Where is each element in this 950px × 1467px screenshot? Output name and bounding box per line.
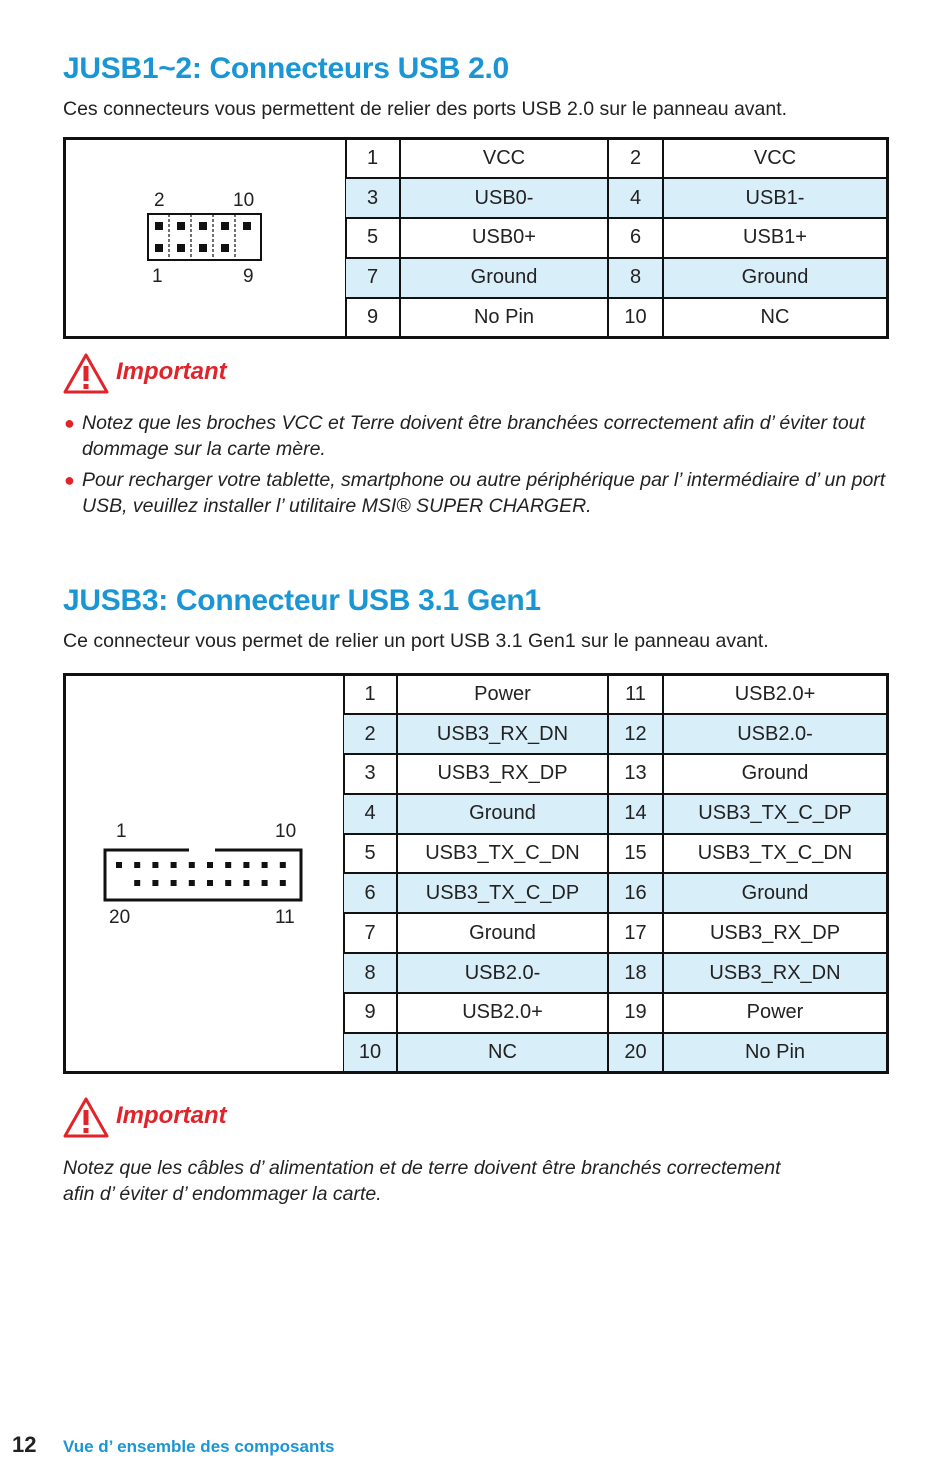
pin-number-cell: 4 <box>608 178 663 218</box>
table-row <box>346 140 886 178</box>
pin-signal-cell: NC <box>663 298 886 336</box>
jusb3-pin-table <box>344 676 886 1071</box>
pin-number-cell: 3 <box>344 754 397 794</box>
warning-triangle-icon <box>62 352 110 396</box>
table-row <box>344 794 886 834</box>
header-pin <box>171 862 177 868</box>
header-pin <box>225 862 231 868</box>
header-pin <box>189 862 195 868</box>
pin-number-cell: 11 <box>608 676 663 714</box>
note-3-line-1: Notez que les câbles d’ alimentation et de terre doivent être branchés correctement <box>63 1157 781 1179</box>
pin-number-cell: 8 <box>344 953 397 993</box>
jusb1-diagram <box>66 140 347 336</box>
pin-number-cell: 5 <box>344 834 397 874</box>
pin-number-cell: 9 <box>344 993 397 1033</box>
header-pin <box>262 862 268 868</box>
table-row <box>344 834 886 874</box>
pin-signal-cell: USB0+ <box>400 218 608 258</box>
pin-label: 1 <box>152 266 163 287</box>
pin-label: 9 <box>243 266 254 287</box>
pin-label: 11 <box>275 907 295 928</box>
header-pin <box>152 880 158 886</box>
pin-number-cell: 9 <box>346 298 400 336</box>
pin-label: 20 <box>109 907 131 928</box>
table-row <box>344 1033 886 1071</box>
table-row <box>346 218 886 258</box>
table-row <box>344 913 886 953</box>
bullet-icon: ● <box>64 413 75 433</box>
page-number: 12 <box>12 1432 37 1457</box>
pin-number-cell: 8 <box>608 258 663 298</box>
pin-number-cell: 6 <box>608 218 663 258</box>
pin-number-cell: 17 <box>608 913 663 953</box>
warning-triangle-icon <box>62 1096 110 1140</box>
pin-number-cell: 7 <box>344 913 397 953</box>
pin-number-cell: 4 <box>344 794 397 834</box>
header-pin <box>207 862 213 868</box>
jusb3-pinout-box <box>63 673 889 1074</box>
pin-signal-cell: USB3_TX_C_DP <box>397 873 608 913</box>
pin-signal-cell: USB3_TX_C_DN <box>663 834 886 874</box>
pin-signal-cell: USB2.0+ <box>397 993 608 1033</box>
pin-signal-cell: VCC <box>400 140 608 178</box>
section1-title: JUSB1~2: Connecteurs USB 2.0 <box>63 52 509 85</box>
header-pin <box>189 880 195 886</box>
pin-number-cell: 1 <box>346 140 400 178</box>
pin-number-cell: 12 <box>608 714 663 754</box>
pin-number-cell: 2 <box>608 140 663 178</box>
pin-signal-cell: Ground <box>663 754 886 794</box>
pin-signal-cell: USB2.0- <box>397 953 608 993</box>
pin-number-cell: 10 <box>344 1033 397 1071</box>
pin-signal-cell: USB3_TX_C_DN <box>397 834 608 874</box>
header-pin <box>262 880 268 886</box>
pin-number-cell: 10 <box>608 298 663 336</box>
pin-number-cell: 7 <box>346 258 400 298</box>
table-row <box>346 258 886 298</box>
important-callout-2 <box>62 1096 262 1140</box>
pin-signal-cell: Ground <box>663 258 886 298</box>
header-pin <box>225 880 231 886</box>
pin-number-cell: 15 <box>608 834 663 874</box>
pin-signal-cell: Ground <box>397 913 608 953</box>
note-1: Notez que les broches VCC et Terre doivent être branchées correctement afin d’ éviter tout dommage sur la carte mère. <box>82 412 865 460</box>
jusb3-diagram <box>66 676 345 1071</box>
pin-number-cell: 13 <box>608 754 663 794</box>
table-row <box>346 298 886 336</box>
table-row <box>344 993 886 1033</box>
pin-signal-cell: No Pin <box>400 298 608 336</box>
pin-signal-cell: USB1+ <box>663 218 886 258</box>
note-2: Pour recharger votre tablette, smartphone ou autre périphérique par l’ intermédiaire d’ un port USB, veuillez installer l’ utilitaire MSI® SUPER CHARGER. <box>82 469 886 517</box>
pin-number-cell: 6 <box>344 873 397 913</box>
pin-number-cell: 14 <box>608 794 663 834</box>
pin-number-cell: 2 <box>344 714 397 754</box>
pin-signal-cell: USB3_TX_C_DP <box>663 794 886 834</box>
pin-signal-cell: USB3_RX_DP <box>663 913 886 953</box>
pin-number-cell: 16 <box>608 873 663 913</box>
pin-label: 10 <box>275 821 297 842</box>
pin-signal-cell: USB3_RX_DN <box>397 714 608 754</box>
pin-signal-cell: USB3_RX_DP <box>397 754 608 794</box>
pin-number-cell: 1 <box>344 676 397 714</box>
important-callout-1 <box>62 352 262 396</box>
bullet-icon: ● <box>64 470 75 490</box>
pin-signal-cell: No Pin <box>663 1033 886 1071</box>
table-row <box>344 754 886 794</box>
table-row <box>344 873 886 913</box>
jusb1-pin-table <box>346 140 886 336</box>
header-pin <box>280 880 286 886</box>
header-pin <box>152 862 158 868</box>
table-row <box>344 714 886 754</box>
usb2-header-icon <box>146 212 266 264</box>
header-pin <box>134 862 140 868</box>
pin-signal-cell: Power <box>397 676 608 714</box>
header-pin <box>243 880 249 886</box>
pin-number-cell: 3 <box>346 178 400 218</box>
footer-section-title: Vue d’ ensemble des composants <box>63 1437 335 1456</box>
header-pin <box>171 880 177 886</box>
pin-label: 2 <box>154 190 165 211</box>
pin-label: 1 <box>116 821 127 842</box>
pin-number-cell: 19 <box>608 993 663 1033</box>
usb3-header-icon <box>103 846 303 904</box>
important-label: Important <box>116 358 227 385</box>
pin-signal-cell: USB3_RX_DN <box>663 953 886 993</box>
pin-number-cell: 5 <box>346 218 400 258</box>
header-pin <box>243 862 249 868</box>
header-pin <box>134 880 140 886</box>
header-pin <box>116 862 122 868</box>
pin-signal-cell: VCC <box>663 140 886 178</box>
header-pin <box>207 880 213 886</box>
pin-number-cell: 20 <box>608 1033 663 1071</box>
section2-title: JUSB3: Connecteur USB 3.1 Gen1 <box>63 584 541 617</box>
pin-signal-cell: USB1- <box>663 178 886 218</box>
header-pin <box>280 862 286 868</box>
table-row <box>344 676 886 714</box>
table-row <box>346 178 886 218</box>
important-label: Important <box>116 1102 227 1129</box>
pin-label: 10 <box>233 190 255 211</box>
pin-signal-cell: Ground <box>663 873 886 913</box>
section1-intro: Ces connecteurs vous permettent de relier des ports USB 2.0 sur le panneau avant. <box>63 98 788 120</box>
section2-intro: Ce connecteur vous permet de relier un port USB 3.1 Gen1 sur le panneau avant. <box>63 630 769 652</box>
pin-signal-cell: Power <box>663 993 886 1033</box>
pin-signal-cell: USB2.0+ <box>663 676 886 714</box>
pin-signal-cell: Ground <box>397 794 608 834</box>
pin-signal-cell: USB2.0- <box>663 714 886 754</box>
pin-signal-cell: USB0- <box>400 178 608 218</box>
table-row <box>344 953 886 993</box>
jusb1-pinout-box <box>63 137 889 339</box>
pin-number-cell: 18 <box>608 953 663 993</box>
pin-signal-cell: NC <box>397 1033 608 1071</box>
pin-signal-cell: Ground <box>400 258 608 298</box>
note-3-line-2: afin d’ éviter d’ endommager la carte. <box>63 1183 382 1205</box>
